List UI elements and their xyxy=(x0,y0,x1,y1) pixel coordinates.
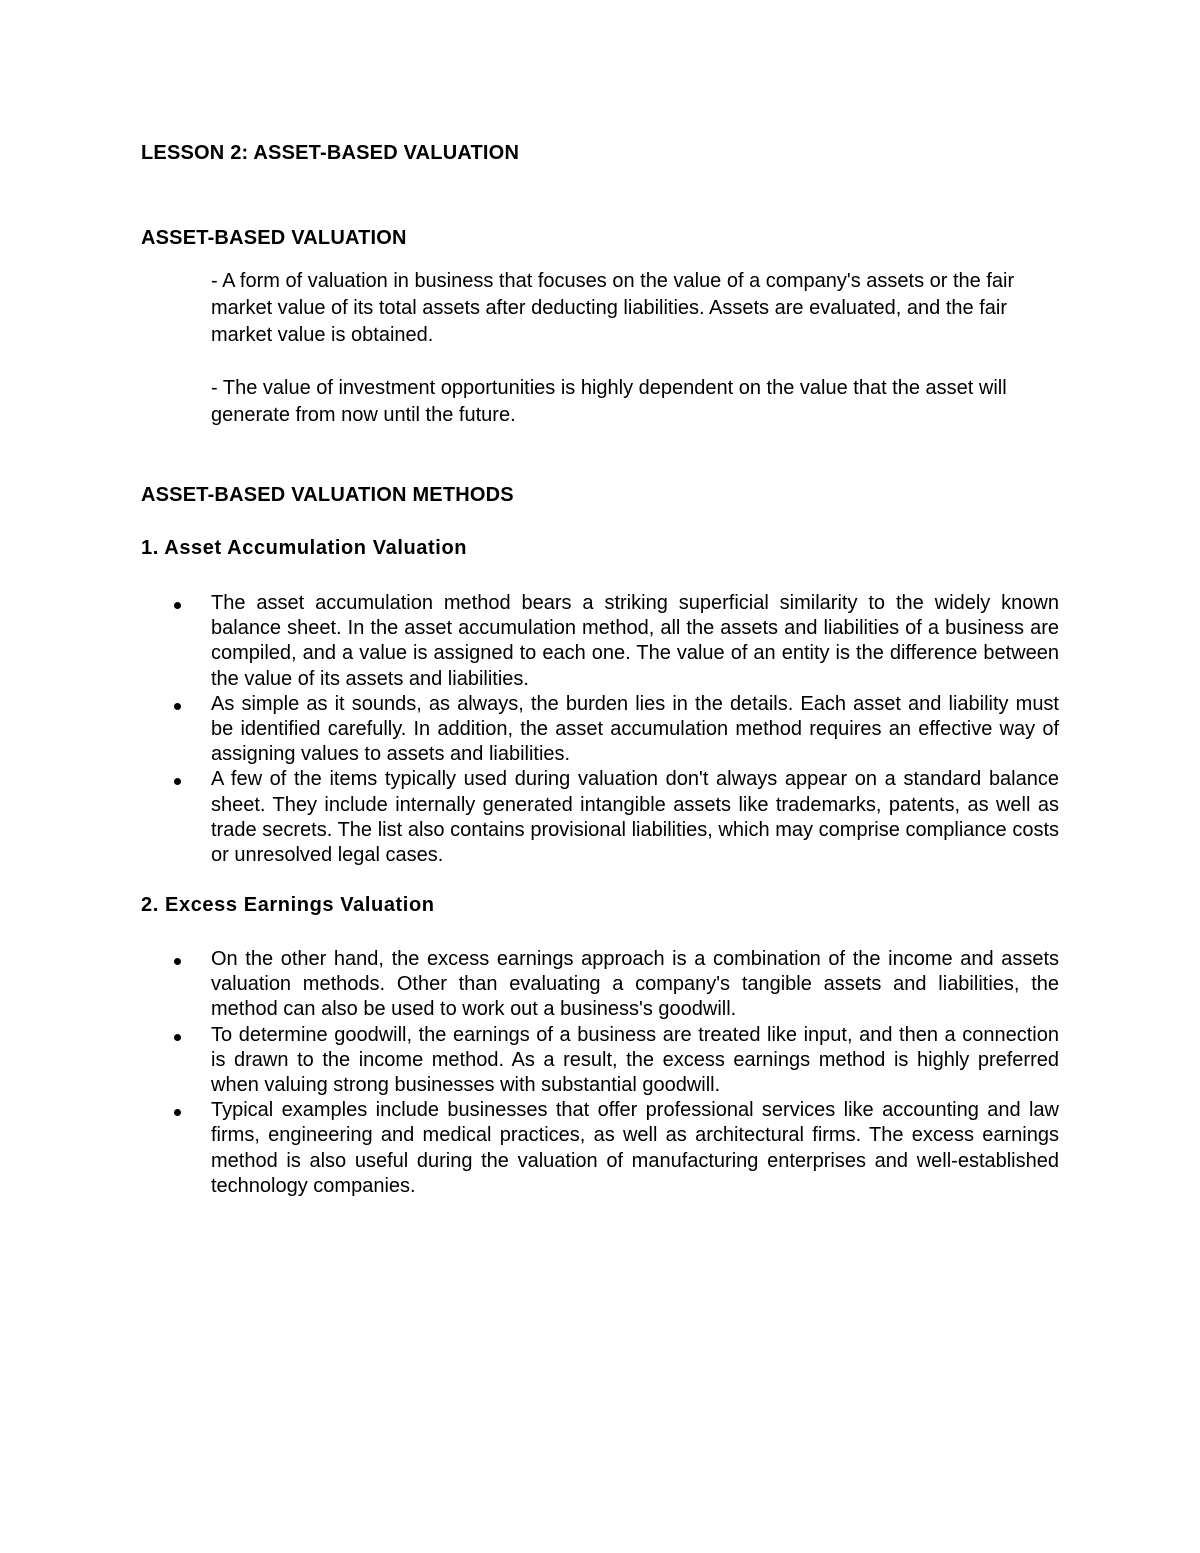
list-item xyxy=(141,1098,1059,1199)
section-heading-methods: ASSET-BASED VALUATION METHODS xyxy=(141,484,514,506)
list-item-text: A few of the items typically used during valuation don't always appear on a standard balance sheet. They include internally generated intangible assets like trademarks, patents, as well as trade secrets. The list also contains provisional liabilities, which may comprise compliance costs or unresolved legal cases. xyxy=(211,768,1059,867)
bullet-icon xyxy=(174,703,181,710)
list-item xyxy=(141,947,1059,1023)
bullet-icon xyxy=(174,1034,181,1041)
list-item-text: As simple as it sounds, as always, the burden lies in the details. Each asset and liability must be identified carefully. In addition, the asset accumulation method requires an effective way of assigning values to assets and liabilities. xyxy=(211,692,1059,766)
list-item-text: On the other hand, the excess earnings approach is a combination of the income and assets valuation methods. Other than evaluating a company's tangible assets and liabilities, the method can also be used to work out a business's goodwill. xyxy=(211,948,1059,1021)
excess-earnings-bullet-list xyxy=(141,947,1059,1199)
investment-value-paragraph: - The value of investment opportunities is highly dependent on the value that the asset will generate from now until the future. xyxy=(211,377,1007,426)
list-item-text: To determine goodwill, the earnings of a business are treated like input, and then a connection is drawn to the income method. As a result, the excess earnings method is highly preferred when valuing strong businesses with substantial goodwill. xyxy=(211,1023,1059,1097)
method-heading-asset-accumulation: 1. Asset Accumulation Valuation xyxy=(141,537,468,559)
list-item xyxy=(141,591,1059,692)
list-item xyxy=(141,767,1059,868)
bullet-icon xyxy=(174,1109,181,1116)
list-item-text: Typical examples include businesses that offer professional services like accounting and law firms, engineering and medical practices, as well as architectural firms. The excess earnings method is also useful during the valuation of manufacturing enterprises and well-established technology companies. xyxy=(211,1099,1059,1197)
definition-paragraph: - A form of valuation in business that focuses on the value of a company's assets or the fair market value of its total assets after deducting liabilities. Assets are evaluated, and the fair market value is obtained. xyxy=(211,270,1015,346)
list-item-text: The asset accumulation method bears a striking superficial similarity to the widely known balance sheet. In the asset accumulation method, all the assets and liabilities of a business are compiled, and a value is assigned to each one. The value of an entity is the difference between the value of its assets and liabilities. xyxy=(211,592,1059,690)
section-heading-asset-based-valuation: ASSET-BASED VALUATION xyxy=(141,227,407,249)
asset-accumulation-bullet-list xyxy=(141,591,1059,868)
bullet-icon xyxy=(174,602,181,609)
method-heading-excess-earnings: 2. Excess Earnings Valuation xyxy=(141,894,435,916)
list-item xyxy=(141,1023,1059,1099)
bullet-icon xyxy=(174,778,181,785)
bullet-icon xyxy=(174,958,181,965)
lesson-title: LESSON 2: ASSET-BASED VALUATION xyxy=(141,142,520,164)
list-item xyxy=(141,692,1059,768)
